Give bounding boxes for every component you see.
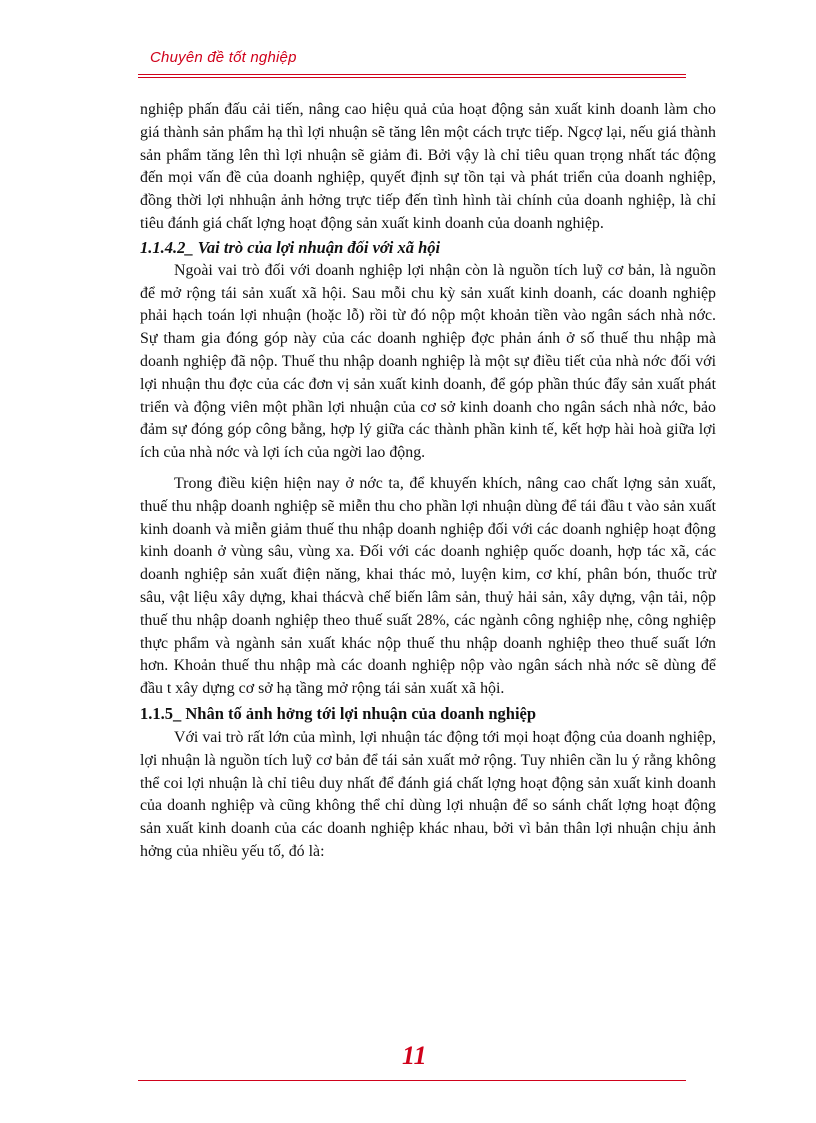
paragraph-role-society: Ngoài vai trò đối với doanh nghiệp lợi nhận còn là nguồn tích luỹ cơ bản, là nguồn để mở rộng tái sản xuất xã hội. Sau mỗi chu kỳ sản xuất kinh doanh, các doanh nghiệp phải hạch toán lợi nhuận (hoặc lỗ) rồi từ đó nộp một khoản tiền vào ngân sách nhà nớc. Sự tham gia đóng góp này của các doanh nghiệp đợc phản ánh ở số thuế thu nhập mà doanh nghiệp đã nộp. Thuế thu nhập doanh nghiệp là một sự điều tiết của nhà nớc đối với lợi nhuận thu đợc của các đơn vị sản xuất kinh doanh, để góp phần thúc đẩy sản xuất phát triển và động viên một phần lợi nhuận của cơ sở kinh doanh cho ngân sách nhà nớc, bảo đảm sự đóng góp công bằng, hợp lý giữa các thành phần kinh tế, kết hợp hài hoà giữa lợi ích của nhà nớc và lợi ích của ngời lao động. [140, 261, 716, 462]
page-number: 11 [402, 1041, 427, 1070]
paragraph-tax-conditions: Trong điều kiện hiện nay ở nớc ta, để khuyến khích, nâng cao chất lợng sản xuất, thuế thu nhập doanh nghiệp sẽ miễn thu cho phần lợi nhuận dùng để tái đầu t vào sản xuất kinh doanh và miễn giảm thuế thu nhập doanh nghiệp đối với các doanh nghiệp hoạt động kinh doanh ở vùng sâu, vùng xa. Đối với các doanh nghiệp quốc doanh, hợp tác xã, các doanh nghiệp sản xuất điện năng, khai thác mỏ, luyện kim, cơ khí, phân bón, thuốc trừ sâu, vật liệu xây dựng, khai thácvà chế biến lâm sản, thuỷ hải sản, xây dựng, vận tải, nộp thuế thu nhập doanh nghiệp theo thuế suất 28%, các ngành công nghiệp nhẹ, công nghiệp thực phẩm và ngành sản xuất khác nộp thuế thu nhập doanh nghiệp theo thuế suất lớn hơn. Khoản thuế thu nhập mà các doanh nghiệp nộp vào ngân sách nhà nớc sẽ dùng để đầu t xây dựng cơ sở hạ tầng mở rộng tái sản xuất xã hội. [140, 474, 716, 698]
paragraph-profit-factors: Với vai trò rất lớn của mình, lợi nhuận tác động tới mọi hoạt động của doanh nghiệp, lợi nhuận là nguồn tích luỹ cơ bản để tái sản xuất mở rộng. Tuy nhiên cần lu ý rằng không thể coi lợi nhuận là chỉ tiêu duy nhất để đánh giá chất lợng hoạt động sản xuất kinh doanh của doanh nghiệp và cũng không thể chỉ dùng lợi nhuận để so sánh chất lợng hoạt động sản xuất kinh doanh của các doanh nghiệp khác nhau, bởi vì bản thân lợi nhuận chịu ảnh hởng của nhiều yếu tố, đó là: [140, 728, 716, 860]
header-rule-bottom [138, 77, 686, 78]
paragraph-intro: nghiệp phấn đấu cải tiến, nâng cao hiệu quả của hoạt động sản xuất kinh doanh làm cho giá thành sản phẩm hạ thì lợi nhuận sẽ tăng lên một cách trực tiếp. Ngcợ lại, nếu giá thành sản phẩm tăng lên thì lợi nhuận sẽ giảm đi. Bởi vậy là chỉ tiêu quan trọng nhất tác động đến mọi vấn đề của doanh nghiệp, quyết định sự tồn tại và phát triển của doanh nghiệp, đồng thời lợi nhhuận ảnh hởng trực tiếp đến tình hình tài chính của doanh nghiệp, là chỉ tiêu đánh giá chất lợng hoạt động sản xuất kinh doanh của doanh nghiệp. [140, 101, 716, 232]
header-rule-top [138, 74, 686, 75]
document-body [140, 99, 716, 864]
footer-rule [138, 1080, 686, 1081]
section-heading-1-1-5: 1.1.5_ Nhân tố ảnh hởng tới lợi nhuận của doanh nghiệp [140, 703, 537, 723]
section-heading-1-1-4-2: 1.1.4.2_ Vai trò của lợi nhuận đối với xã hội [140, 237, 441, 257]
running-header: Chuyên đề tốt nghiệp [150, 49, 297, 66]
